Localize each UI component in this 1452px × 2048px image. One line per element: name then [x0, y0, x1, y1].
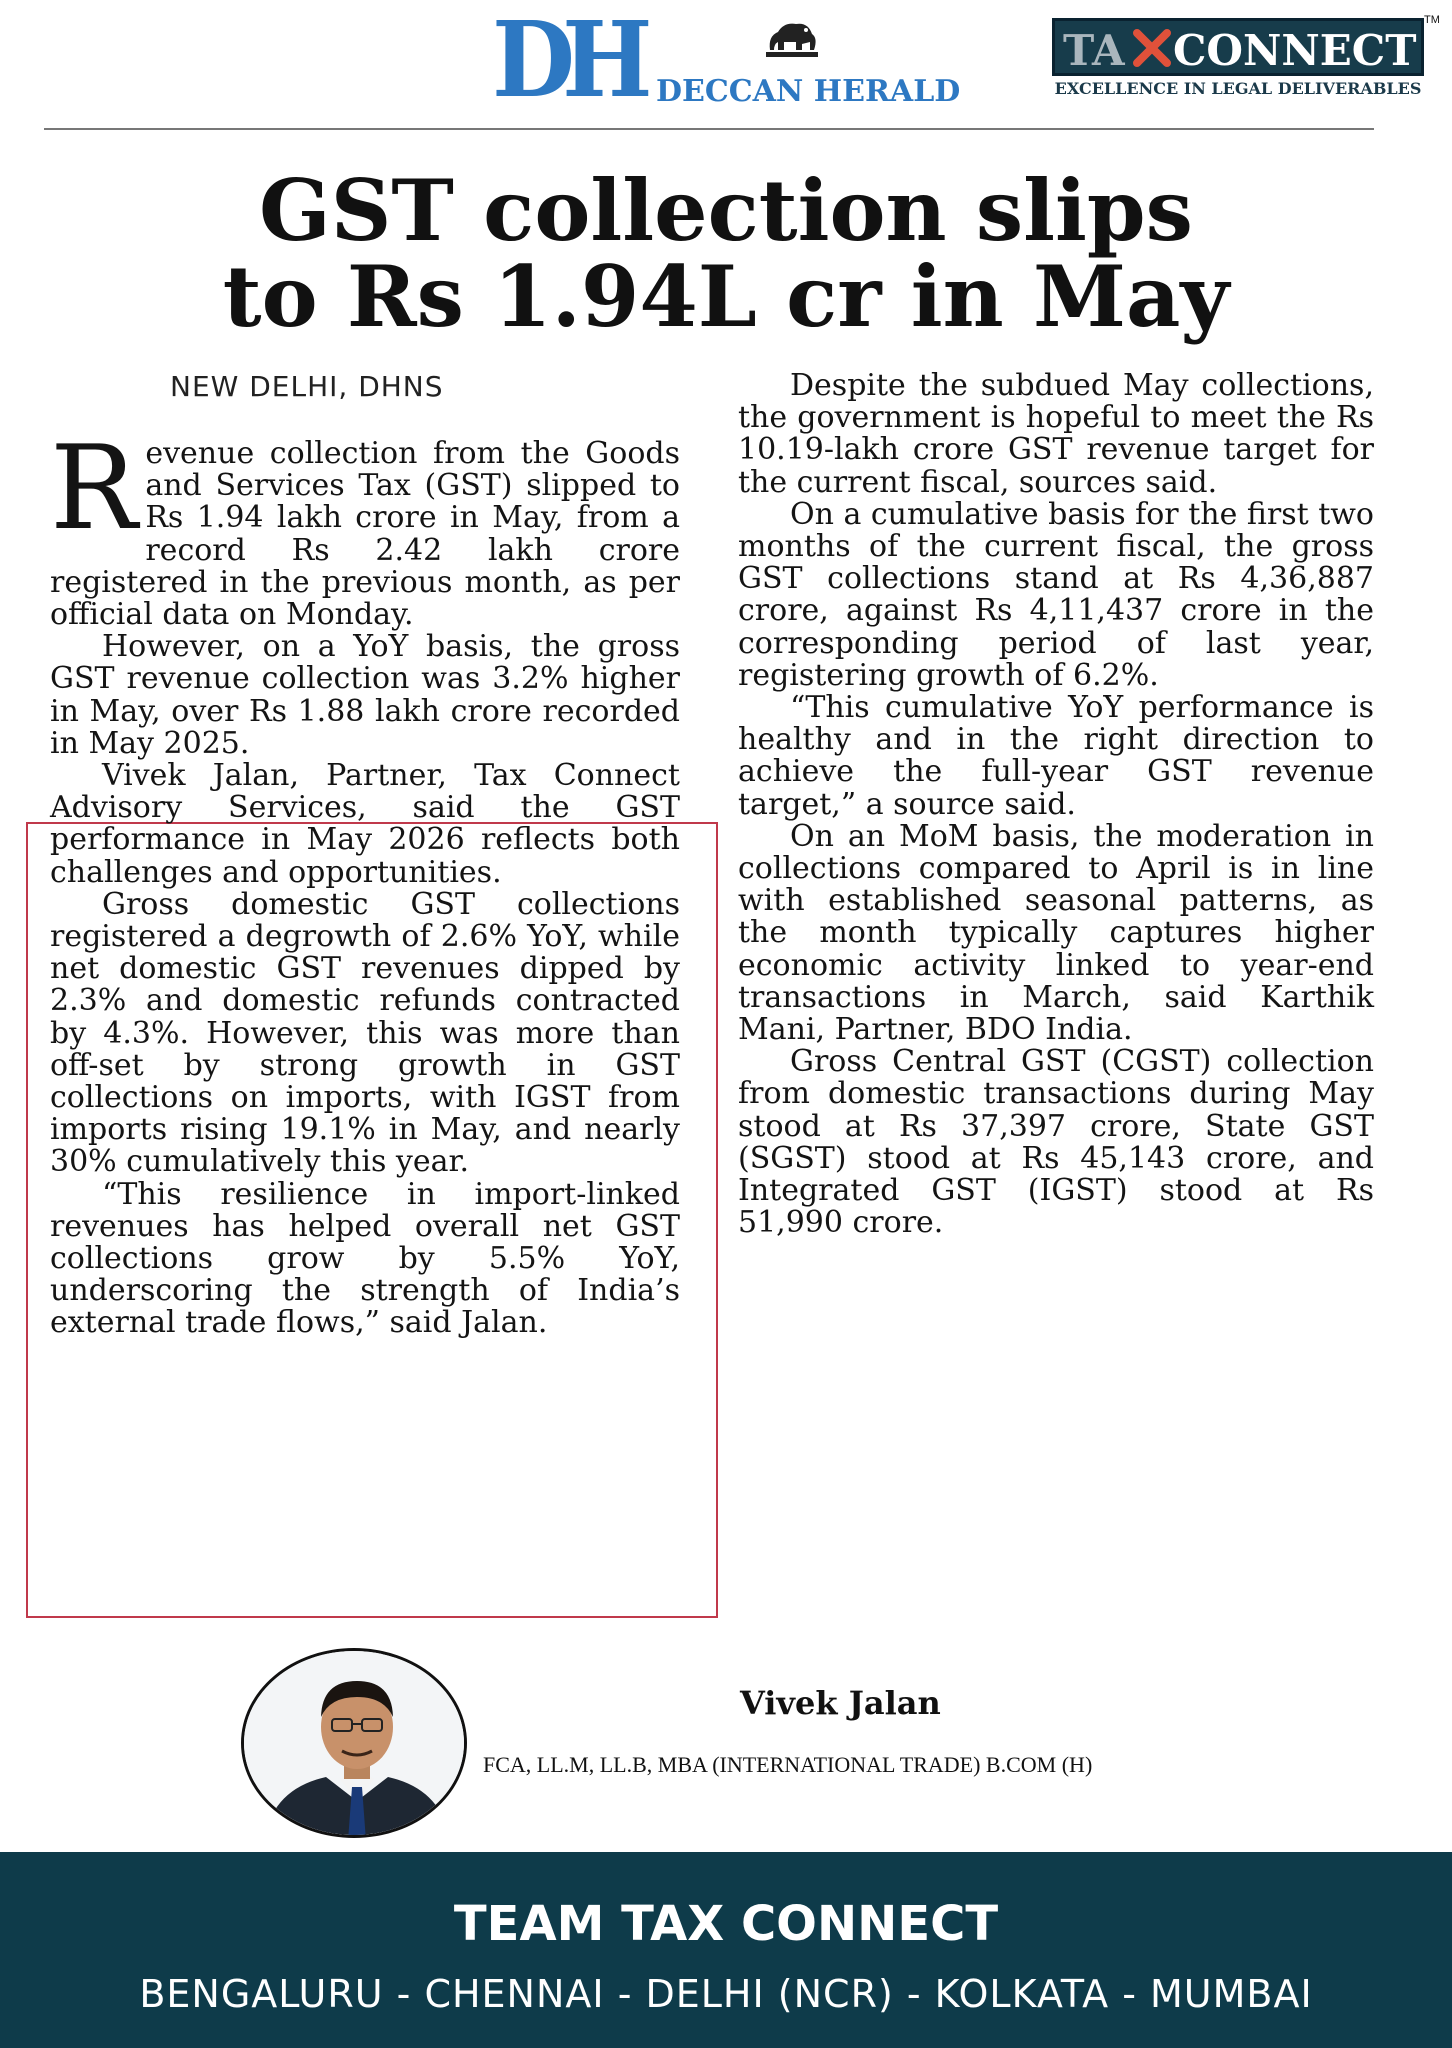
- svg-text:TA: TA: [1063, 26, 1125, 73]
- tax-connect-logo-text: [1055, 21, 1421, 73]
- article-paragraph: Gross Central GST (CGST) collection from domestic transactions during May stood at Rs 37,397 crore, State GST (SGST) stood at Rs 45,143 crore, and Integrated GST (IGST) stood at Rs 51,990 crore.: [738, 1044, 1374, 1241]
- trademark-mark: TM: [1424, 14, 1440, 26]
- headline-line-2: to Rs 1.94L cr in May: [222, 247, 1230, 346]
- article-paragraph: “This cumulative YoY performance is healthy and in the right direction to achieve the full-year GST revenue target,” a source said.: [738, 690, 1374, 822]
- article-paragraph: Gross domestic GST collections registered a degrowth of 2.6% YoY, while net domestic GST revenues dipped by 2.3% and domestic refunds contracted by 4.3%. However, this was more than off-set by strong growth in GST collections on imports, with IGST from imports rising 19.1% in May, and nearly 30% cumulatively this year.: [50, 886, 680, 1180]
- tax-connect-logo: [1052, 18, 1424, 76]
- article-paragraph: “This resilience in import-linked revenues has helped overall net GST collections grow by 5.5% YoY, underscoring the strength of India’s external trade flows,” said Jalan.: [50, 1176, 680, 1341]
- header-divider: [44, 128, 1374, 130]
- brand-tagline: EXCELLENCE IN LEGAL DELIVERABLES: [1054, 79, 1422, 98]
- person-name: Vivek Jalan: [740, 1684, 941, 1722]
- article-column-left: [50, 421, 680, 1341]
- profile-photo: [241, 1648, 467, 1838]
- headline-line-1: GST collection slips: [259, 161, 1193, 260]
- article-paragraph: On an MoM basis, the moderation in collections compared to April is in line with established seasonal patterns, as the month typically captures higher economic activity linked to year-end transactions in March, said Karthik Mani, Partner, BDO India.: [738, 818, 1374, 1048]
- deccan-herald-logo: [492, 0, 640, 121]
- footer-cities: BENGALURU - CHENNAI - DELHI (NCR) - KOLKATA - MUMBAI: [139, 1972, 1313, 2016]
- elephant-emblem-icon: [762, 12, 822, 60]
- dh-logo-mark: DH: [492, 0, 640, 121]
- article-dateline: NEW DELHI, DHNS: [170, 370, 444, 403]
- svg-text:CONNECT: CONNECT: [1173, 26, 1417, 73]
- article-paragraph: Revenue collection from the Goods and Services Tax (GST) slipped to Rs 1.94 lakh crore in May, from a record Rs 2.42 lakh crore registered in the previous month, as per official data on Monday.: [50, 421, 680, 633]
- article-paragraph: Vivek Jalan, Partner, Tax Connect Advisory Services, said the GST performance in May 2026 reflects both challenges and opportunities.: [50, 758, 680, 890]
- footer-title: TEAM TAX CONNECT: [453, 1896, 999, 1952]
- person-credentials: FCA, LL.M, LL.B, MBA (INTERNATIONAL TRADE) B.COM (H): [483, 1752, 1093, 1777]
- article-paragraph: On a cumulative basis for the first two months of the current fiscal, the gross GST collections stand at Rs 4,36,887 crore, against Rs 4,11,437 crore in the corresponding period of last year, registering growth of 6.2%.: [738, 496, 1374, 693]
- person-silhouette-icon: [244, 1651, 467, 1838]
- article-column-right: [738, 370, 1374, 1239]
- article-paragraph: However, on a YoY basis, the gross GST revenue collection was 3.2% higher in May, over Rs 1.88 lakh crore recorded in May 2025.: [50, 629, 680, 761]
- drop-cap: R: [50, 421, 138, 556]
- article-headline: [40, 161, 1412, 346]
- article-paragraph: Despite the subdued May collections, the government is hopeful to meet the Rs 10.19-lakh crore GST revenue target for the current fiscal, sources said.: [738, 368, 1374, 500]
- deccan-herald-wordmark: DECCAN HERALD: [656, 74, 961, 109]
